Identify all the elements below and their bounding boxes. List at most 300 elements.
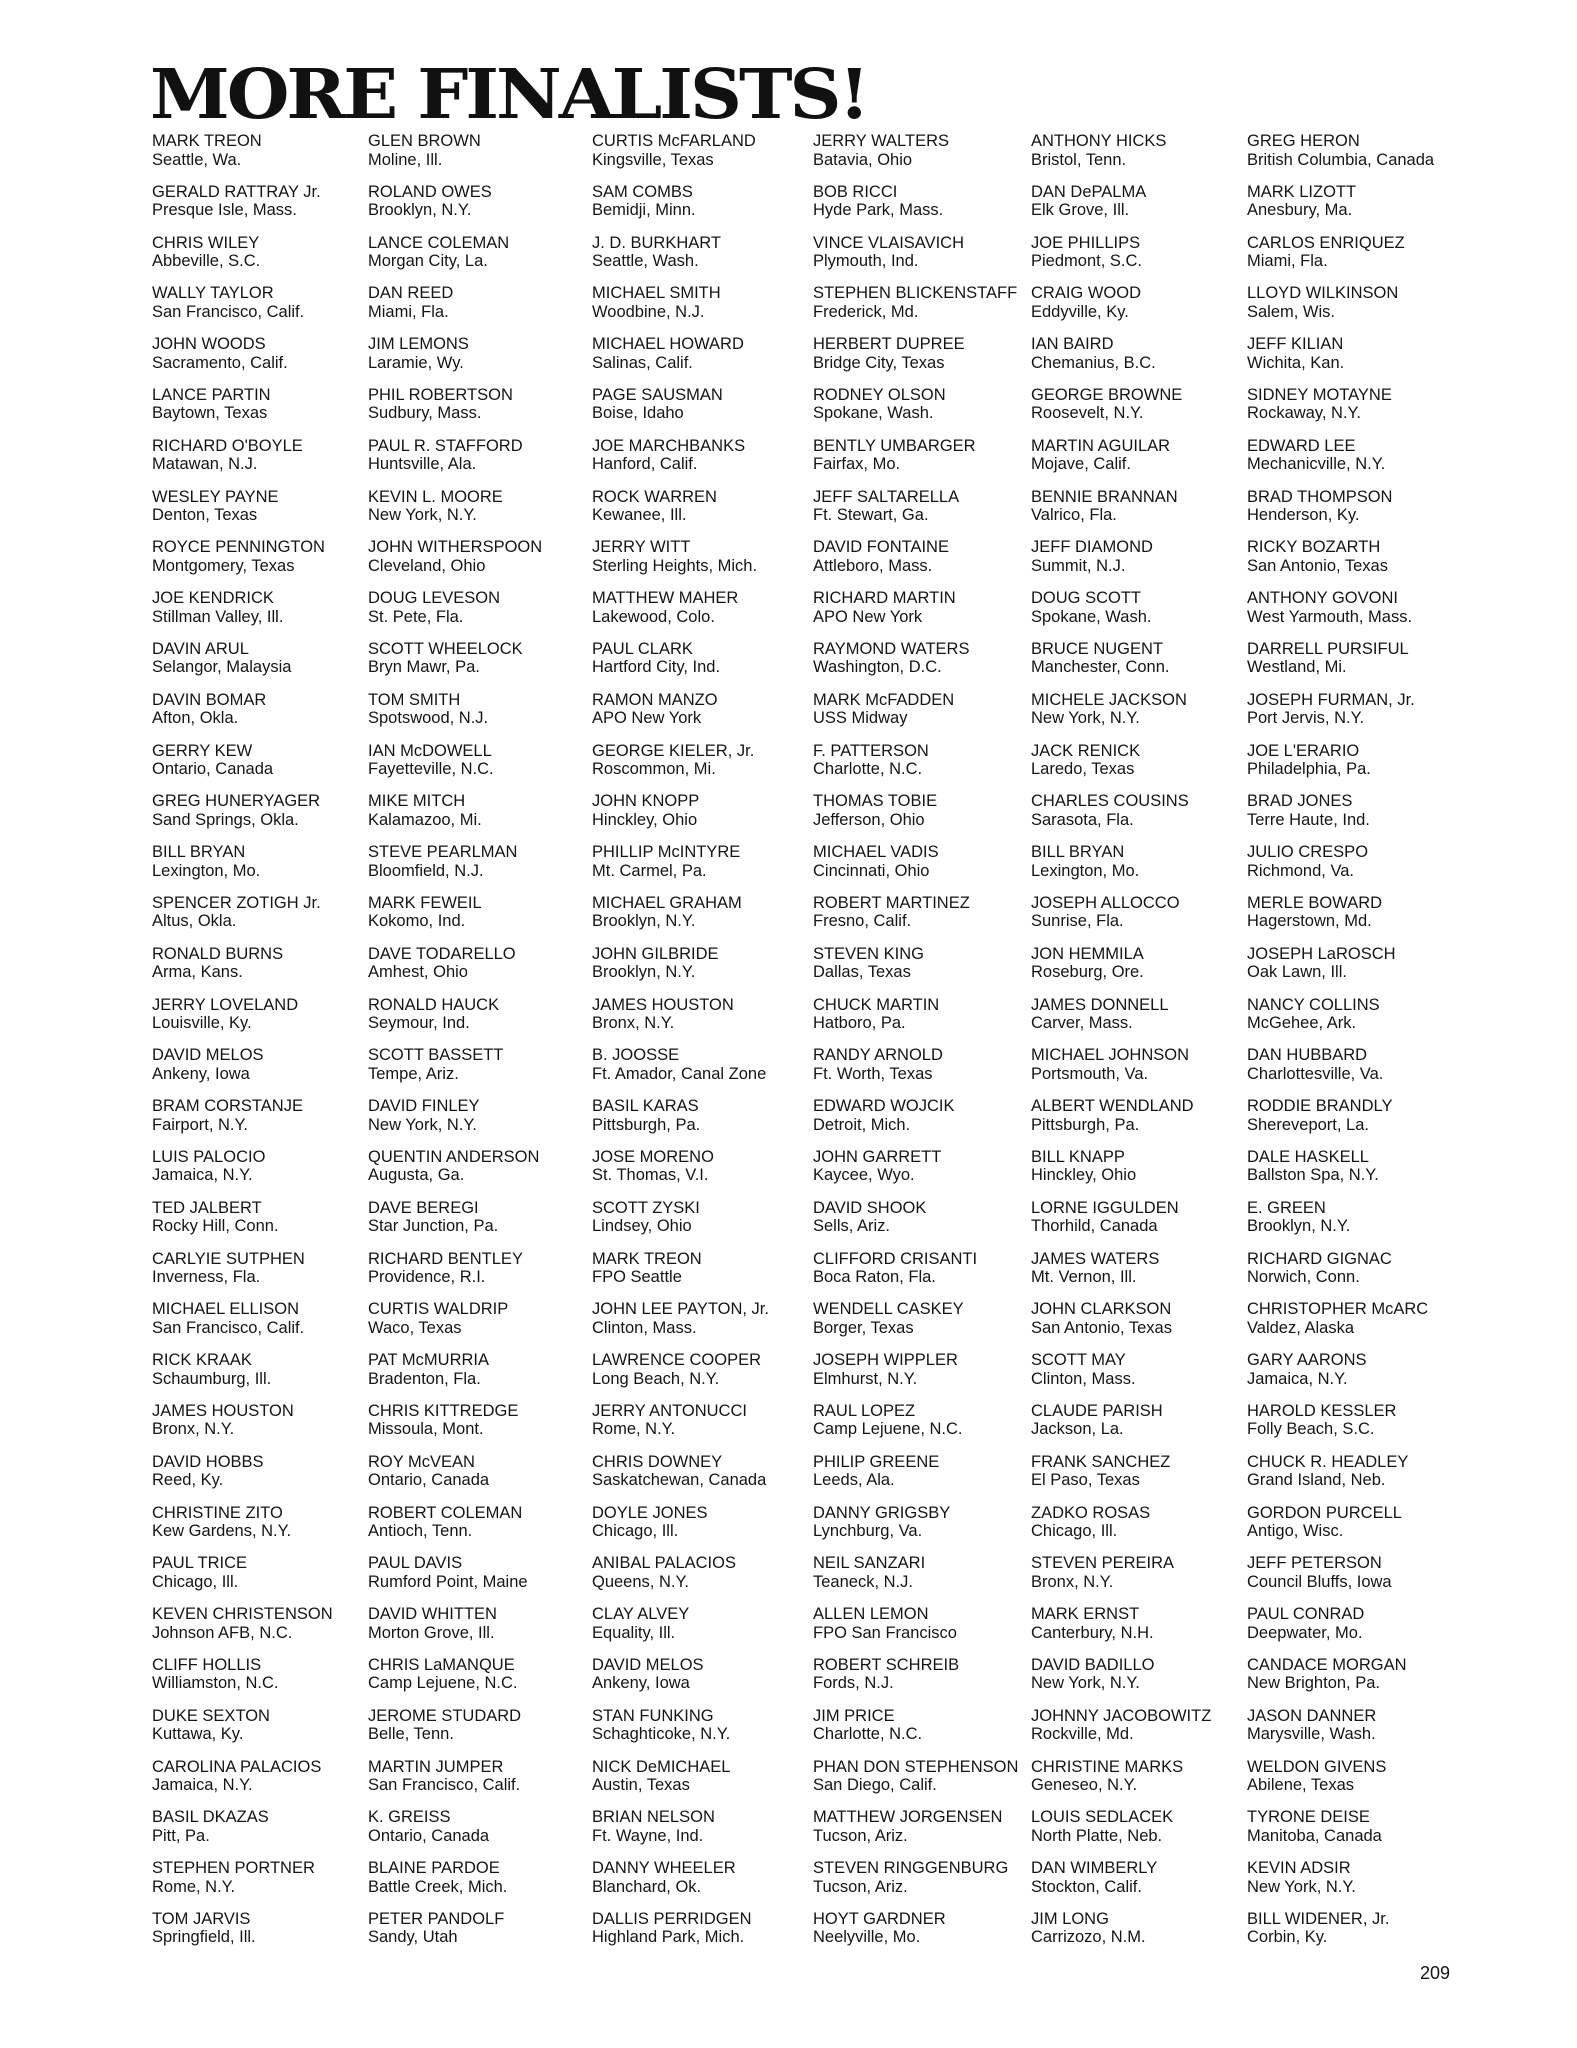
finalist-name: LAWRENCE COOPER — [592, 1351, 761, 1370]
finalist-location: Seattle, Wa. — [152, 150, 242, 169]
finalist-name: CHUCK MARTIN — [813, 995, 940, 1014]
finalist-entry — [1247, 1758, 1509, 1809]
finalist-location: Bemidji, Minn. — [592, 201, 696, 220]
finalist-entry — [592, 1453, 813, 1504]
finalist-name: CHARLES COUSINS — [1031, 792, 1189, 811]
finalist-entry — [152, 1199, 368, 1250]
finalist-entry — [1031, 996, 1247, 1047]
finalist-location: Attleboro, Mass. — [813, 556, 933, 575]
finalist-name: MERLE BOWARD — [1247, 893, 1383, 912]
finalist-name: ROBERT MARTINEZ — [813, 893, 970, 912]
finalist-name: JOHN CLARKSON — [1031, 1300, 1172, 1319]
finalist-entry — [1247, 284, 1509, 335]
finalist-name: LUIS PALOCIO — [152, 1147, 266, 1166]
finalist-name: CURTIS WALDRIP — [368, 1300, 509, 1319]
finalist-location: Sand Springs, Okla. — [152, 810, 299, 829]
finalist-entry — [152, 589, 368, 640]
page-title: MORE FINALISTS! — [150, 53, 868, 134]
finalist-name: PHIL ROBERTSON — [368, 385, 513, 404]
finalist-location: Ft. Worth, Texas — [813, 1064, 933, 1083]
finalist-name: RICK KRAAK — [152, 1351, 252, 1370]
finalist-location: Bradenton, Fla. — [368, 1369, 481, 1388]
finalist-location: Terre Haute, Ind. — [1247, 810, 1370, 829]
finalist-name: MARK ERNST — [1031, 1605, 1140, 1624]
finalist-entry — [368, 843, 592, 894]
finalist-location: Mechanicville, N.Y. — [1247, 455, 1386, 474]
finalist-name: DAVIN BOMAR — [152, 690, 267, 709]
finalist-entry — [1247, 1402, 1509, 1453]
finalist-entry — [592, 640, 813, 691]
finalist-name: CLIFFORD CRISANTI — [813, 1249, 978, 1268]
finalist-entry — [1247, 1859, 1509, 1910]
finalist-name: DOYLE JONES — [592, 1503, 708, 1522]
finalist-location: Roosevelt, N.Y. — [1031, 404, 1144, 423]
finalist-location: Summit, N.J. — [1031, 556, 1126, 575]
finalist-location: Morgan City, La. — [368, 252, 488, 271]
finalist-location: Pittsburgh, Pa. — [1031, 1115, 1140, 1134]
finalist-location: Kalamazoo, Mi. — [368, 810, 482, 829]
finalist-location: Miami, Fla. — [1247, 252, 1328, 271]
finalist-location: Sudbury, Mass. — [368, 404, 482, 423]
finalist-entry — [368, 1351, 592, 1402]
finalist-name: CHRIS DOWNEY — [592, 1452, 723, 1471]
finalist-name: TOM SMITH — [368, 690, 461, 709]
finalist-entry — [152, 843, 368, 894]
finalist-entry — [1031, 1097, 1247, 1148]
finalist-location: Tucson, Ariz. — [813, 1877, 908, 1896]
finalist-location: New York, N.Y. — [368, 506, 477, 525]
finalist-location: Hartford City, Ind. — [592, 658, 721, 677]
finalist-location: Rumford Point, Maine — [368, 1572, 528, 1591]
finalist-name: DUKE SEXTON — [152, 1706, 270, 1725]
finalist-entry — [592, 1504, 813, 1555]
finalist-location: Clinton, Mass. — [592, 1318, 697, 1337]
finalist-name: CHRISTOPHER McARC — [1247, 1300, 1429, 1319]
finalist-location: West Yarmouth, Mass. — [1247, 607, 1413, 626]
finalist-entry — [152, 234, 368, 285]
finalist-name: BRUCE NUGENT — [1031, 639, 1164, 658]
finalist-location: Equality, Ill. — [592, 1623, 676, 1642]
finalist-location: Lexington, Mo. — [1031, 861, 1140, 880]
finalist-entry — [152, 1148, 368, 1199]
finalist-entry — [152, 1554, 368, 1605]
finalist-location: Thorhild, Canada — [1031, 1217, 1158, 1236]
finalist-location: FPO Seattle — [592, 1268, 682, 1287]
finalist-entry — [592, 1808, 813, 1859]
finalist-location: Westland, Mi. — [1247, 658, 1347, 677]
finalist-name: DAN REED — [368, 284, 454, 303]
finalist-name: ROY McVEAN — [368, 1452, 475, 1471]
finalist-location: Elk Grove, Ill. — [1031, 201, 1130, 220]
finalist-location: New Brighton, Pa. — [1247, 1674, 1380, 1693]
finalist-entry — [368, 437, 592, 488]
finalist-entry — [813, 437, 1031, 488]
finalist-entry — [1247, 335, 1509, 386]
finalist-entry — [1247, 792, 1509, 843]
finalist-location: Ankeny, Iowa — [592, 1674, 690, 1693]
finalist-entry — [813, 1199, 1031, 1250]
finalist-location: Manchester, Conn. — [1031, 658, 1170, 677]
finalist-name: VINCE VLAISAVICH — [813, 233, 964, 252]
finalist-name: JOSE MORENO — [592, 1147, 714, 1166]
finalist-location: Manitoba, Canada — [1247, 1826, 1382, 1845]
finalist-entry — [368, 1199, 592, 1250]
finalist-location: Stockton, Calif. — [1031, 1877, 1142, 1896]
finalist-entry — [592, 1250, 813, 1301]
finalist-name: RICHARD BENTLEY — [368, 1249, 523, 1268]
finalist-location: Afton, Okla. — [152, 709, 239, 728]
finalist-entry — [152, 1707, 368, 1758]
finalist-entry — [813, 1097, 1031, 1148]
finalist-entry — [592, 437, 813, 488]
finalist-location: Jamaica, N.Y. — [152, 1776, 253, 1794]
finalist-entry — [1247, 1910, 1509, 1961]
finalist-entry — [152, 1402, 368, 1453]
finalist-name: WESLEY PAYNE — [152, 487, 279, 506]
finalist-name: RAMON MANZO — [592, 690, 718, 709]
finalist-entry — [1031, 1402, 1247, 1453]
finalist-name: WENDELL CASKEY — [813, 1300, 964, 1319]
finalist-entry — [1031, 1605, 1247, 1656]
finalist-name: JOE KENDRICK — [152, 589, 274, 608]
finalist-location: San Diego, Calif. — [813, 1776, 937, 1794]
finalist-name: ANTHONY GOVONI — [1247, 589, 1398, 608]
finalist-location: Miami, Fla. — [368, 302, 449, 321]
finalist-location: Reed, Ky. — [152, 1471, 224, 1490]
finalist-name: EDWARD LEE — [1247, 436, 1356, 455]
finalist-name: SCOTT BASSETT — [368, 1046, 504, 1065]
finalist-name: WELDON GIVENS — [1247, 1757, 1387, 1776]
finalist-entry — [592, 742, 813, 793]
finalist-entry — [152, 894, 368, 945]
finalist-entry — [813, 1402, 1031, 1453]
finalist-location: British Columbia, Canada — [1247, 150, 1435, 169]
finalist-location: Springfield, Ill. — [152, 1928, 256, 1947]
finalist-entry — [1247, 1250, 1509, 1301]
finalist-name: DAVE BEREGI — [368, 1198, 479, 1217]
finalist-location: Ontario, Canada — [368, 1471, 490, 1490]
finalist-location: Camp Lejuene, N.C. — [368, 1674, 518, 1693]
finalist-location: Wichita, Kan. — [1247, 353, 1345, 372]
finalist-name: PAUL R. STAFFORD — [368, 436, 523, 455]
finalist-location: Hinckley, Ohio — [592, 810, 698, 829]
finalist-name: DANNY GRIGSBY — [813, 1503, 951, 1522]
finalist-entry — [1031, 234, 1247, 285]
finalist-name: JON HEMMILA — [1031, 944, 1144, 963]
finalist-name: RICHARD O'BOYLE — [152, 436, 303, 455]
finalist-location: Mt. Vernon, Ill. — [1031, 1268, 1137, 1287]
finalist-entry — [813, 894, 1031, 945]
finalist-location: Antigo, Wisc. — [1247, 1522, 1344, 1541]
finalist-location: Augusta, Ga. — [368, 1166, 465, 1185]
finalist-location: Lexington, Mo. — [152, 861, 261, 880]
finalist-entry — [368, 1046, 592, 1097]
finalist-name: E. GREEN — [1247, 1198, 1326, 1217]
finalist-entry — [152, 1250, 368, 1301]
finalist-location: Fairfax, Mo. — [813, 455, 901, 474]
finalist-location: Bridge City, Texas — [813, 353, 945, 372]
finalist-entry — [368, 1148, 592, 1199]
finalist-location: Batavia, Ohio — [813, 150, 913, 169]
finalist-entry — [368, 1758, 592, 1809]
finalist-name: RAUL LOPEZ — [813, 1401, 916, 1420]
finalist-location: Schaghticoke, N.Y. — [592, 1725, 731, 1744]
finalist-name: DAVID WHITTEN — [368, 1605, 497, 1624]
finalist-entry — [368, 742, 592, 793]
finalist-entry — [368, 1453, 592, 1504]
finalist-location: Laredo, Texas — [1031, 760, 1135, 779]
finalist-entry — [592, 183, 813, 234]
finalist-entry — [1031, 132, 1247, 183]
finalist-entry — [368, 1300, 592, 1351]
finalist-entry — [813, 843, 1031, 894]
finalist-entry — [813, 1910, 1031, 1961]
finalist-location: Kingsville, Texas — [592, 150, 714, 169]
finalist-name: JAMES HOUSTON — [152, 1401, 294, 1420]
finalist-location: St. Pete, Fla. — [368, 607, 464, 626]
finalist-location: Highland Park, Mich. — [592, 1928, 745, 1947]
finalist-name: CHRISTINE MARKS — [1031, 1757, 1184, 1776]
finalist-entry — [368, 1097, 592, 1148]
finalist-name: JOSEPH ALLOCCO — [1031, 893, 1180, 912]
finalist-location: Sterling Heights, Mich. — [592, 556, 758, 575]
finalist-name: ZADKO ROSAS — [1031, 1503, 1151, 1522]
finalist-name: CLAY ALVEY — [592, 1605, 690, 1624]
finalist-location: Sandy, Utah — [368, 1928, 458, 1947]
finalist-name: GERALD RATTRAY Jr. — [152, 182, 321, 201]
finalist-entry — [592, 996, 813, 1047]
finalist-name: MICHAEL SMITH — [592, 284, 721, 303]
finalist-name: HERBERT DUPREE — [813, 335, 965, 354]
finalist-name: ROBERT SCHREIB — [813, 1655, 960, 1674]
finalist-entry — [152, 183, 368, 234]
finalist-location: Battle Creek, Mich. — [368, 1877, 508, 1896]
finalist-location: Anesbury, Ma. — [1247, 201, 1353, 220]
finalist-location: USS Midway — [813, 709, 908, 728]
finalist-location: San Francisco, Calif. — [152, 1318, 305, 1337]
finalist-entry — [813, 1554, 1031, 1605]
finalist-entry — [813, 1808, 1031, 1859]
finalist-location: Louisville, Ky. — [152, 1014, 252, 1033]
finalist-name: RICHARD MARTIN — [813, 589, 956, 608]
finalist-location: Baytown, Texas — [152, 404, 268, 423]
finalist-location: Ft. Amador, Canal Zone — [592, 1064, 767, 1083]
finalist-location: Frederick, Md. — [813, 302, 919, 321]
finalist-location: Fords, N.J. — [813, 1674, 894, 1693]
finalist-location: Woodbine, N.J. — [592, 302, 705, 321]
finalist-name: BILL BRYAN — [1031, 843, 1125, 862]
finalist-entry — [1247, 894, 1509, 945]
finalist-name: JIM LEMONS — [368, 335, 469, 354]
finalist-location: Valdez, Alaska — [1247, 1318, 1355, 1337]
finalist-name: MATTHEW JORGENSEN — [813, 1808, 1003, 1827]
finalist-location: Leeds, Ala. — [813, 1471, 895, 1490]
finalist-location: Kewanee, Ill. — [592, 506, 687, 525]
finalist-location: Kaycee, Wyo. — [813, 1166, 915, 1185]
finalist-name: JOHNNY JACOBOWITZ — [1031, 1706, 1212, 1725]
finalist-location: Hagerstown, Md. — [1247, 912, 1372, 931]
finalist-location: Ft. Wayne, Ind. — [592, 1826, 704, 1845]
finalist-location: Grand Island, Neb. — [1247, 1471, 1386, 1490]
finalist-location: Philadelphia, Pa. — [1247, 760, 1371, 779]
finalist-location: Hinckley, Ohio — [1031, 1166, 1137, 1185]
finalist-location: Valrico, Fla. — [1031, 506, 1117, 525]
finalist-entry — [152, 1300, 368, 1351]
finalist-name: BLAINE PARDOE — [368, 1859, 500, 1878]
finalist-entry — [368, 132, 592, 183]
finalist-name: ALBERT WENDLAND — [1031, 1097, 1194, 1116]
finalist-entry — [152, 1097, 368, 1148]
finalist-location: Sarasota, Fla. — [1031, 810, 1134, 829]
finalist-name: JOE PHILLIPS — [1031, 233, 1141, 252]
finalist-name: CLAUDE PARISH — [1031, 1401, 1163, 1420]
finalist-entry — [152, 945, 368, 996]
finalist-name: KEVIN ADSIR — [1247, 1859, 1351, 1878]
finalist-name: IAN McDOWELL — [368, 741, 492, 760]
finalist-entry — [1247, 589, 1509, 640]
finalist-name: JOSEPH WIPPLER — [813, 1351, 958, 1370]
finalist-location: Cincinnati, Ohio — [813, 861, 930, 880]
finalist-entry — [813, 1300, 1031, 1351]
finalist-name: CARLOS ENRIQUEZ — [1247, 233, 1405, 252]
finalist-name: DARRELL PURSIFUL — [1247, 639, 1409, 658]
finalist-entry — [592, 1402, 813, 1453]
finalist-location: Johnson AFB, N.C. — [152, 1623, 293, 1642]
finalist-name: JAMES DONNELL — [1031, 995, 1169, 1014]
finalist-location: Jackson, La. — [1031, 1420, 1124, 1439]
finalist-location: Belle, Tenn. — [368, 1725, 454, 1744]
finalist-name: MARK LIZOTT — [1247, 182, 1357, 201]
finalist-name: BRAM CORSTANJE — [152, 1097, 303, 1116]
finalist-entry — [1247, 132, 1509, 183]
finalist-entry — [813, 792, 1031, 843]
finalist-location: Fairport, N.Y. — [152, 1115, 248, 1134]
finalist-entry — [592, 1707, 813, 1758]
finalist-location: Moline, Ill. — [368, 150, 443, 169]
finalist-name: SCOTT WHEELOCK — [368, 639, 523, 658]
finalist-name: MARK McFADDEN — [813, 690, 955, 709]
finalist-name: DAVID HOBBS — [152, 1452, 264, 1471]
finalist-entry — [1031, 1707, 1247, 1758]
finalist-location: Detroit, Mich. — [813, 1115, 911, 1134]
finalist-name: JOSEPH LaROSCH — [1247, 944, 1396, 963]
finalist-location: Charlotte, N.C. — [813, 1725, 923, 1744]
finalist-entry — [592, 589, 813, 640]
finalist-name: JEFF KILIAN — [1247, 335, 1344, 354]
finalist-name: HOYT GARDNER — [813, 1909, 946, 1928]
finalist-entry — [813, 1758, 1031, 1809]
finalist-name: LANCE COLEMAN — [368, 233, 510, 252]
finalist-location: Oak Lawn, Ill. — [1247, 963, 1347, 982]
finalist-name: PHILIP GREENE — [813, 1452, 940, 1471]
finalist-name: CHUCK R. HEADLEY — [1247, 1452, 1409, 1471]
finalist-entry — [1031, 742, 1247, 793]
finalist-name: PAT McMURRIA — [368, 1351, 490, 1370]
finalist-entry — [1031, 1453, 1247, 1504]
finalist-entry — [152, 1656, 368, 1707]
finalist-location: New York, N.Y. — [1247, 1877, 1356, 1896]
finalist-entry — [813, 1250, 1031, 1301]
finalist-name: THOMAS TOBIE — [813, 792, 938, 811]
finalist-name: JIM PRICE — [813, 1706, 895, 1725]
finalist-entry — [1031, 843, 1247, 894]
finalist-location: Rome, N.Y. — [152, 1877, 236, 1896]
finalist-entry — [1031, 284, 1247, 335]
finalist-name: ANTHONY HICKS — [1031, 132, 1167, 150]
finalist-name: CHRISTINE ZITO — [152, 1503, 283, 1522]
finalist-entry — [813, 183, 1031, 234]
finalist-entry — [813, 1148, 1031, 1199]
finalist-name: RAYMOND WATERS — [813, 639, 970, 658]
finalist-location: Rockaway, N.Y. — [1247, 404, 1362, 423]
finalist-entry — [1031, 945, 1247, 996]
finalist-location: Pittsburgh, Pa. — [592, 1115, 701, 1134]
finalist-name: GREG HUNERYAGER — [152, 792, 321, 811]
finalist-name: DAN DePALMA — [1031, 182, 1147, 201]
finalist-name: CRAIG WOOD — [1031, 284, 1141, 303]
finalist-location: Norwich, Conn. — [1247, 1268, 1360, 1287]
finalist-entry — [1031, 1199, 1247, 1250]
finalist-entry — [813, 1453, 1031, 1504]
finalist-name: JOHN GARRETT — [813, 1147, 942, 1166]
finalist-location: Carrizozo, N.M. — [1031, 1928, 1146, 1947]
finalist-location: Saskatchewan, Canada — [592, 1471, 767, 1490]
finalist-name: MATTHEW MAHER — [592, 589, 739, 608]
finalist-location: Brooklyn, N.Y. — [1247, 1217, 1351, 1236]
finalist-name: RONALD HAUCK — [368, 995, 500, 1014]
finalist-name: DAN WIMBERLY — [1031, 1859, 1158, 1878]
finalist-location: Folly Beach, S.C. — [1247, 1420, 1375, 1439]
finalist-location: Antioch, Tenn. — [368, 1522, 473, 1541]
finalist-entry — [813, 335, 1031, 386]
finalist-location: Blanchard, Ok. — [592, 1877, 702, 1896]
finalist-name: F. PATTERSON — [813, 741, 929, 760]
finalist-entry — [1031, 1758, 1247, 1809]
finalist-location: Selangor, Malaysia — [152, 658, 292, 677]
finalist-entry — [368, 1605, 592, 1656]
finalist-name: BENTLY UMBARGER — [813, 436, 976, 455]
finalist-entry — [1031, 1300, 1247, 1351]
finalist-location: Missoula, Mont. — [368, 1420, 484, 1439]
finalist-location: Salem, Wis. — [1247, 302, 1336, 321]
finalist-entry — [592, 1148, 813, 1199]
finalist-location: Lakewood, Colo. — [592, 607, 715, 626]
finalist-location: Port Jervis, N.Y. — [1247, 709, 1365, 728]
finalist-entry — [1247, 1453, 1509, 1504]
finalist-name: JOHN WOODS — [152, 335, 266, 354]
finalist-location: Fayetteville, N.C. — [368, 760, 494, 779]
finalist-location: Kuttawa, Ky. — [152, 1725, 244, 1744]
finalist-location: Tempe, Ariz. — [368, 1064, 459, 1083]
finalist-name: MICHAEL JOHNSON — [1031, 1046, 1189, 1065]
finalist-location: Lynchburg, Va. — [813, 1522, 923, 1541]
finalist-location: Deepwater, Mo. — [1247, 1623, 1363, 1642]
finalist-name: DAVID MELOS — [592, 1655, 704, 1674]
finalist-name: MARTIN JUMPER — [368, 1757, 504, 1776]
finalist-name: RICHARD GIGNAC — [1247, 1249, 1392, 1268]
finalist-location: Camp Lejuene, N.C. — [813, 1420, 963, 1439]
finalist-entry — [1247, 1097, 1509, 1148]
finalist-location: Brooklyn, N.Y. — [592, 963, 696, 982]
finalist-name: GEORGE KIELER, Jr. — [592, 741, 755, 760]
finalist-location: Rockville, Md. — [1031, 1725, 1134, 1744]
finalist-location: Bryn Mawr, Pa. — [368, 658, 480, 677]
finalist-entry — [152, 1504, 368, 1555]
finalist-location: Bristol, Tenn. — [1031, 150, 1127, 169]
finalist-entry — [1031, 1554, 1247, 1605]
finalist-location: Mojave, Calif. — [1031, 455, 1131, 474]
finalist-location: Morton Grove, Ill. — [368, 1623, 495, 1642]
